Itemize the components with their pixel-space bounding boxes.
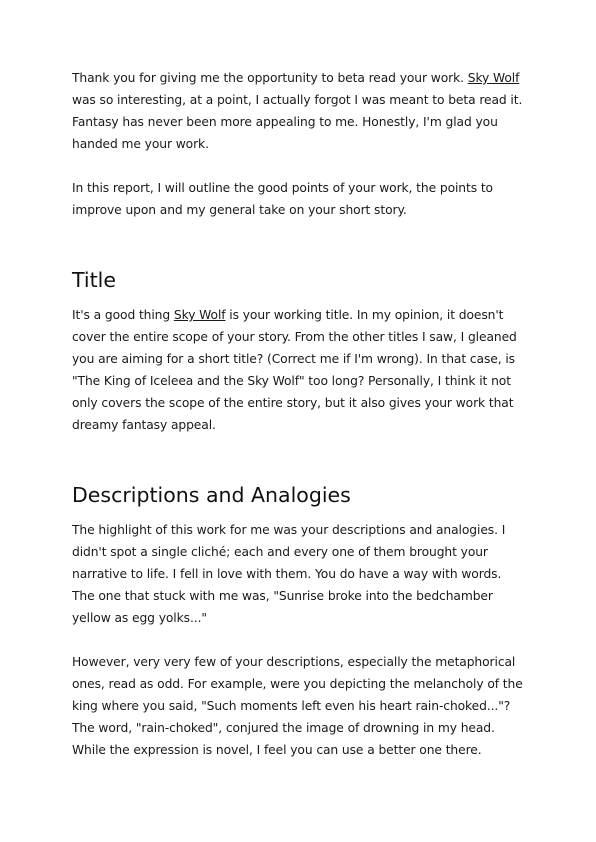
title-p1-after: is your working title. In my opinion, it doesn't cover the entire scope of your story. From the other titles I saw, I gleaned you are aiming for a short title? (Correct me if I'm wrong). In that case, is "The King of Iceleea and the Sky Wolf" too long? Personally, I think it not only covers the scope of the entire story, but it also gives your work that dreamy fantasy appeal. [72, 308, 517, 432]
intro-p1-before: Thank you for giving me the opportunity to beta read your work. [72, 71, 468, 85]
section-heading-title: Title [72, 268, 116, 292]
title-paragraph-1 [72, 304, 524, 436]
intro-paragraph-1 [72, 67, 524, 155]
descriptions-paragraph-1: The highlight of this work for me was your descriptions and analogies. I didn't spot a single cliché; each and every one of them brought your narrative to life. I fell in love with them. You do have a way with words. The one that stuck with me was, "Sunrise broke into the bedchamber yellow as egg yolks..." [72, 523, 506, 625]
story-title-underlined: Sky Wolf [173, 308, 226, 322]
descriptions-paragraph-2: However, very very few of your descriptions, especially the metaphorical ones, read as odd. For example, were you depicting the melancholy of the king where you said, "Such moments left even his heart rain-choked..."? The word, "rain-choked", conjured the image of drowning in my head. While the expression is novel, I feel you can use a better one there. [72, 655, 523, 757]
title-p1-before: It's a good thing [72, 308, 174, 322]
intro-p1-after: was so interesting, at a point, I actually forgot I was meant to beta read it. Fantasy has never been more appealing to me. Honestly, I'm glad you handed me your work. [72, 93, 523, 151]
story-title-underlined: Sky Wolf [467, 71, 520, 85]
intro-paragraph-2: In this report, I will outline the good points of your work, the points to improve upon and my general take on your short story. [72, 181, 493, 217]
document-page [72, 67, 524, 783]
section-heading-descriptions: Descriptions and Analogies [72, 483, 351, 507]
